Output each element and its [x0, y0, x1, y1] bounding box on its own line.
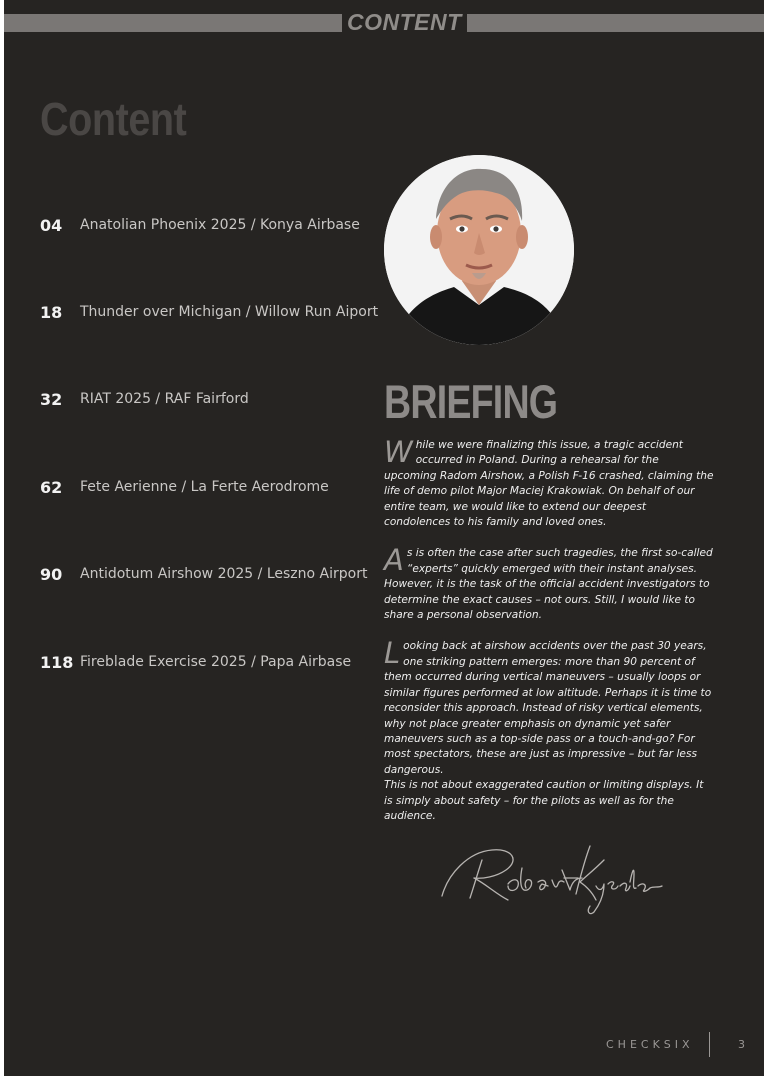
briefing-paragraph: [384, 435, 714, 530]
toc-title: Fete Aerienne / La Ferte Aerodrome: [80, 479, 329, 495]
toc-page-number: 118: [40, 652, 74, 672]
toc-item[interactable]: [40, 387, 249, 411]
toc-title: Antidotum Airshow 2025 / Leszno Airport: [80, 566, 368, 582]
toc-page-number: 62: [40, 477, 63, 497]
toc-item[interactable]: [40, 562, 367, 586]
briefing-heading: BRIEFING: [384, 375, 558, 428]
header-label: CONTENT: [342, 9, 467, 35]
author-portrait-illustration: [384, 155, 574, 345]
author-signature: [434, 838, 664, 918]
toc-title: Thunder over Michigan / Willow Run Aiport: [80, 304, 379, 320]
paragraph-text: ooking back at airshow accidents over the past 30 years, one striking pattern emerges: more than 90 percent of them occurred during vertical maneuvers – usually loops or similar figures performed at low altitude. Perhaps it is time to reconsider this approach. Instead of risky vertical elements, why not place greater emphasis on dynamic yet safer maneuvers such as a top-side pass or a touch-and-go? For most spectators, these are just as impressive – but far less dangerous.: [384, 640, 712, 776]
paragraph-text: s is often the case after such tragedies, the first so-called “experts” quickly emerged with their instant analyses. However, it is the task of the official accident investigators to determine the exact causes – not ours. Still, I would like to share a personal observation.: [384, 547, 713, 622]
toc-title: Anatolian Phoenix 2025 / Konya Airbase: [80, 217, 360, 233]
toc-page-number: 32: [40, 389, 63, 409]
briefing-closing: This is not about exaggerated caution or limiting displays. It is simply about safety – for the pilots as well as for the audience.: [384, 779, 704, 822]
toc-item[interactable]: [40, 300, 378, 324]
drop-cap: L: [384, 636, 401, 671]
toc-item[interactable]: [40, 650, 351, 674]
contents-heading: Content: [40, 93, 187, 145]
toc-item[interactable]: [40, 213, 360, 237]
footer-brand: CHECKSIX: [606, 1038, 694, 1051]
author-portrait: [384, 155, 574, 345]
toc-item[interactable]: [40, 475, 329, 499]
signature-scribble: [434, 838, 664, 918]
briefing-paragraph: [384, 543, 714, 623]
toc-page-number: 18: [40, 302, 63, 322]
footer-page-number: 3: [738, 1038, 745, 1051]
briefing-body: [384, 435, 714, 824]
footer-divider: [709, 1032, 710, 1057]
drop-cap: A: [384, 543, 404, 578]
drop-cap: W: [384, 435, 413, 469]
paragraph-text: hile we were finalizing this issue, a tragic accident occurred in Poland. During a rehearsal for the upcoming Radom Airshow, a Polish F-16 crashed, claiming the life of demo pilot Major Maciej Krakowiak. On behalf of our entire team, we would like to extend our deepest condolences to his family and loved ones.: [384, 439, 714, 529]
toc-title: RIAT 2025 / RAF Fairford: [80, 391, 249, 407]
magazine-page: [4, 0, 764, 1076]
toc-page-number: 90: [40, 564, 63, 584]
toc-page-number: 04: [40, 215, 63, 235]
header-bar: [4, 0, 764, 34]
toc-title: Fireblade Exercise 2025 / Papa Airbase: [80, 654, 352, 670]
briefing-paragraph: [384, 636, 714, 778]
